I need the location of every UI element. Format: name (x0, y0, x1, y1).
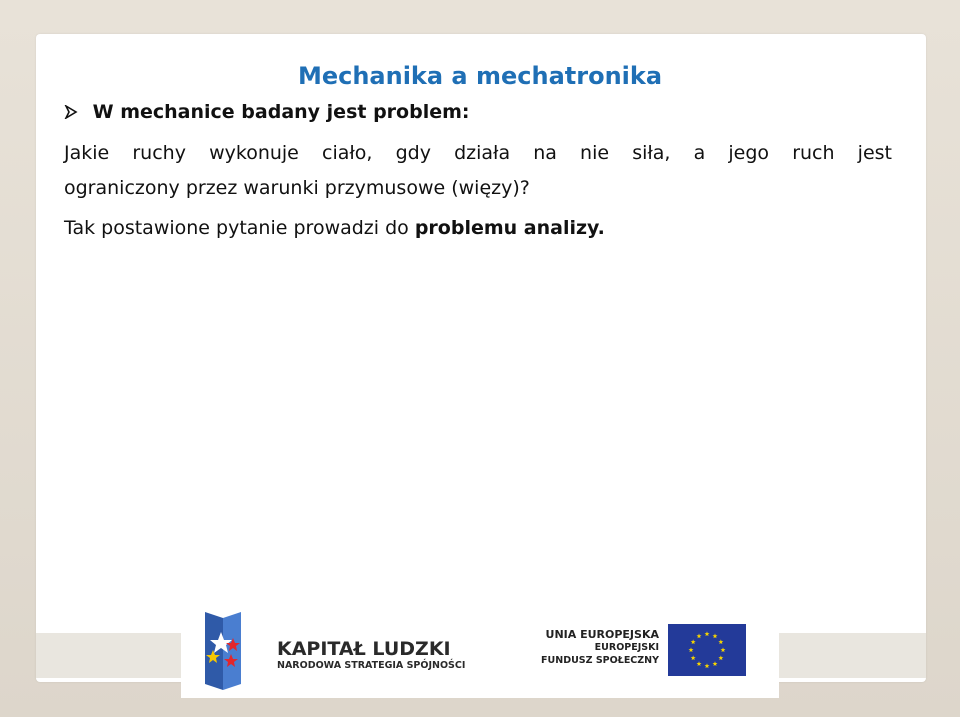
arrow-bullet-icon (64, 101, 86, 123)
eu-line-2: EUROPEJSKI (594, 642, 659, 653)
slide-canvas (36, 34, 926, 682)
kapital-ludzki-logo (201, 610, 261, 696)
eu-caption (517, 628, 659, 667)
paragraph-1: Jakie ruchy wykonuje ciało, gdy działa na nie siła, a jego ruch jest (64, 142, 892, 164)
eu-line-1: UNIA EUROPEJSKA (545, 628, 659, 641)
paragraph-2: ograniczony przez warunki przymusowe (więzy)? (64, 177, 530, 199)
program-subtitle: NARODOWA STRATEGIA SPÓJNOŚCI (277, 660, 466, 671)
slide-title: Mechanika a mechatronika (297, 62, 663, 90)
paragraph-3-text: Tak postawione pytanie prowadzi do (64, 217, 415, 239)
bullet-text: W mechanice badany jest problem: (92, 101, 470, 123)
footer-logos (181, 600, 779, 698)
paragraph-3-emphasis: problemu analizy. (414, 217, 605, 239)
paragraph-3 (64, 213, 892, 243)
eu-flag-icon (668, 624, 746, 680)
bullet-item (64, 101, 470, 123)
eu-line-3: FUNDUSZ SPOŁECZNY (541, 655, 659, 666)
program-name: KAPITAŁ LUDZKI (277, 638, 451, 660)
